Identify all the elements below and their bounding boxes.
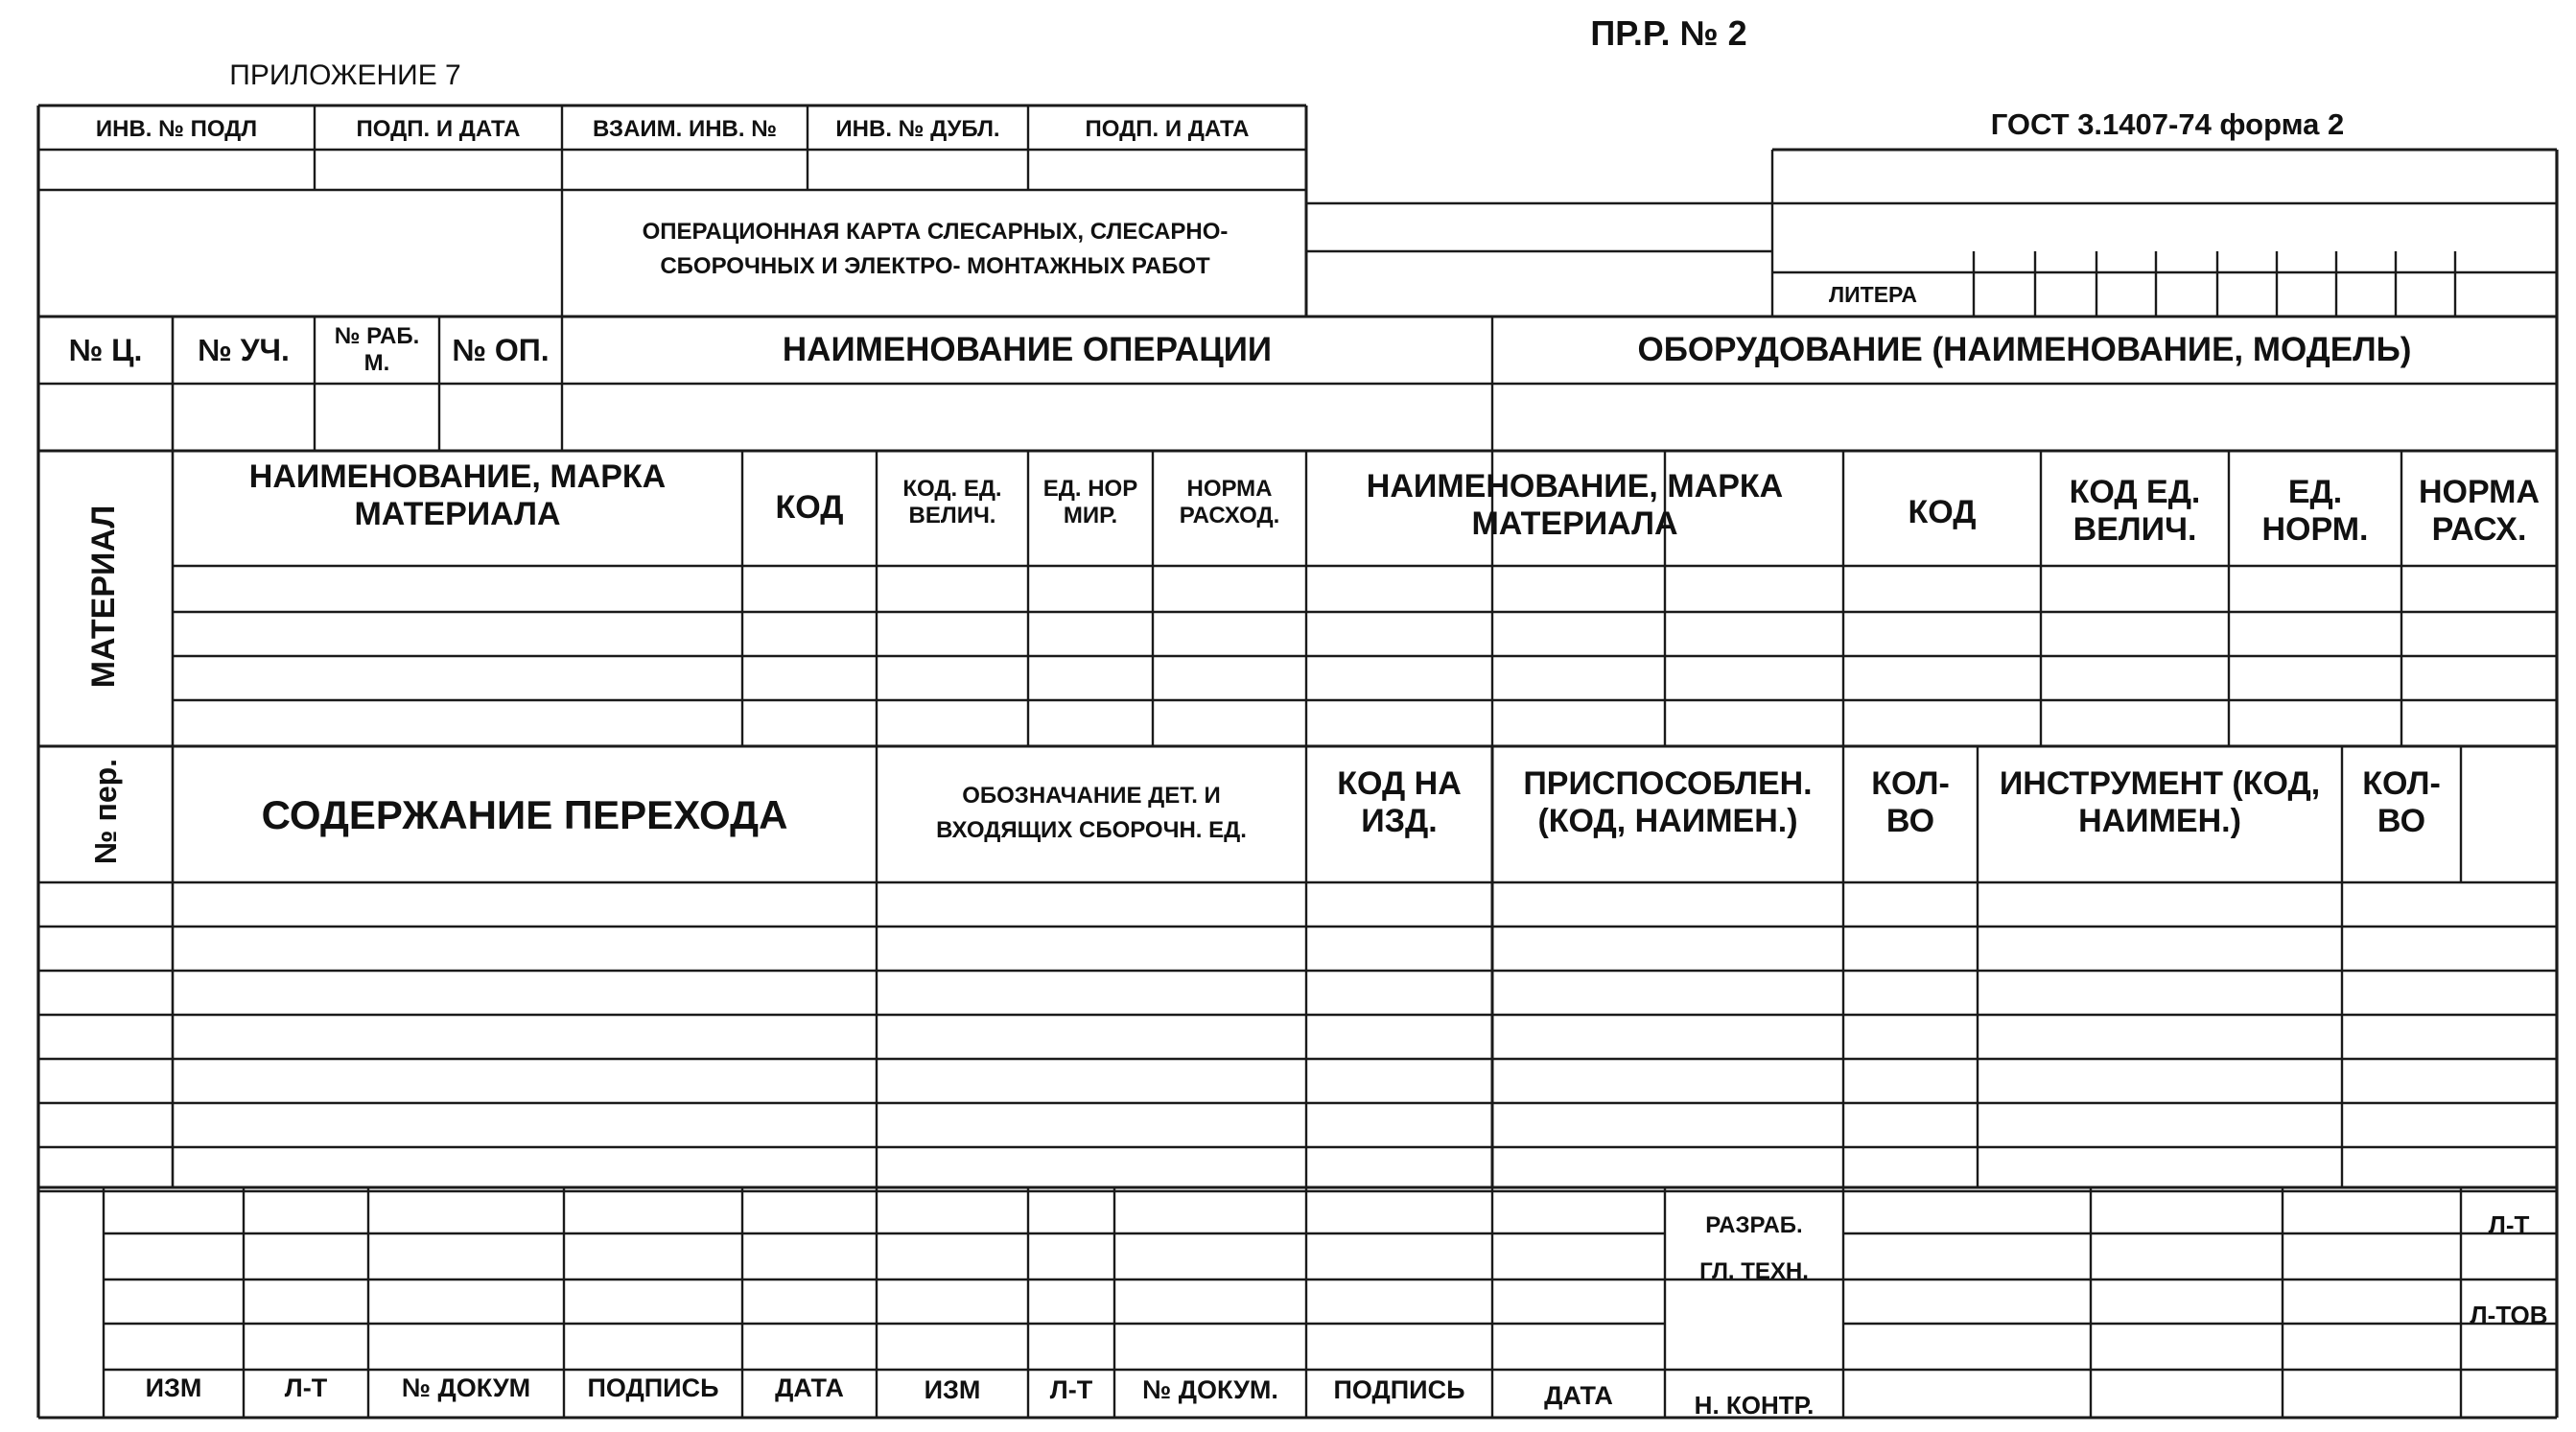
col-podp-data-2: ПОДП. И ДАТА (1085, 116, 1250, 143)
material-right-norm-line2: РАСХ. (2431, 511, 2527, 549)
col-vzaim-inv: ВЗАИМ. ИНВ. № (593, 116, 777, 143)
material-unit-norm-line2: МИР. (1063, 502, 1118, 528)
razrab-label: РАЗРАБ. (1705, 1212, 1803, 1239)
material-right-norm-header (2401, 474, 2557, 549)
fixture-header (1492, 765, 1843, 840)
operation-name-header: НАИМЕНОВАНИЕ ОПЕРАЦИИ (782, 330, 1273, 368)
material-right-norm-line1: НОРМА (2418, 474, 2541, 510)
footer-doc-1: № ДОКУМ (401, 1373, 531, 1403)
code-izd-line2: ИЗД. (1361, 803, 1438, 840)
qty1-line2: ВО (1885, 803, 1935, 840)
num-op: № ОП. (452, 332, 550, 367)
tool-line1: ИНСТРУМЕНТ (КОД, (1999, 765, 2321, 802)
material-right-name-line2: МАТЕРИАЛА (1471, 505, 1678, 543)
material-right-unit-norm-line2: НОРМ. (2261, 511, 2369, 549)
qty1-header (1843, 765, 1978, 840)
doc-title-line1: ОПЕРАЦИОННАЯ КАРТА СЛЕСАРНЫХ, СЛЕСАРНО- (642, 219, 1229, 245)
n-kontr-label: Н. КОНТР. (1694, 1391, 1815, 1420)
num-rab-line2: М. (363, 350, 390, 376)
material-name-line1: НАИМЕНОВАНИЕ, МАРКА (248, 458, 667, 495)
material-code-header: КОД (775, 489, 844, 527)
material-right-unit-code-header (2041, 474, 2229, 549)
material-right-name-header (1306, 468, 1843, 543)
gl-tekhn-label: ГЛ. ТЕХН. (1699, 1258, 1809, 1285)
col-inv-podl: ИНВ. № ПОДЛ (95, 116, 258, 143)
equipment-header: ОБОРУДОВАНИЕ (НАИМЕНОВАНИЕ, МОДЕЛЬ) (1637, 330, 2412, 368)
qty2-line2: ВО (2377, 803, 2426, 840)
footer-lt-2: Л-Т (1049, 1375, 1093, 1405)
appendix-label: ПРИЛОЖЕНИЕ 7 (229, 59, 461, 91)
footer-date-2: ДАТА (1544, 1381, 1613, 1411)
material-unit-norm-header (1028, 476, 1153, 528)
footer-date-1: ДАТА (775, 1373, 844, 1403)
transition-content-header: СОДЕРЖАНИЕ ПЕРЕХОДА (261, 791, 788, 837)
num-uch: № УЧ. (198, 332, 290, 367)
material-side-label: МАТЕРИАЛ (85, 505, 122, 689)
footer-signature-2: ПОДПИСЬ (1333, 1375, 1465, 1405)
tool-header (1978, 765, 2342, 840)
footer-lt-1: Л-Т (284, 1373, 328, 1403)
material-unit-code-header (877, 476, 1028, 528)
qty2-line1: КОЛ- (2362, 765, 2441, 802)
col-inv-dubl: ИНВ. № ДУБЛ. (835, 116, 1000, 143)
transition-side-label: № пер. (88, 758, 123, 865)
material-right-name-line1: НАИМЕНОВАНИЕ, МАРКА (1366, 468, 1784, 505)
pr-number: ПР.Р. № 2 (1590, 13, 1747, 53)
qty1-line1: КОЛ- (1871, 765, 1950, 802)
material-right-code-header: КОД (1908, 494, 1977, 531)
doc-title-line2: СБОРОЧНЫХ И ЭЛЕКТРО- МОНТАЖНЫХ РАБОТ (660, 253, 1210, 279)
material-norm-line1: НОРМА (1186, 476, 1273, 502)
footer-signature-1: ПОДПИСЬ (587, 1373, 719, 1403)
lt-label: Л-Т (2488, 1210, 2530, 1240)
material-right-unit-code-line2: ВЕЛИЧ. (2073, 511, 2197, 549)
code-izd-header (1306, 765, 1492, 840)
fixture-line2: (КОД, НАИМЕН.) (1537, 803, 1798, 840)
fixture-line1: ПРИСПОСОБЛЕН. (1523, 765, 1813, 802)
num-c: № Ц. (68, 332, 143, 367)
designation-line1: ОБОЗНАЧАНИЕ ДЕТ. И (962, 783, 1221, 809)
col-podp-data-1: ПОДП. И ДАТА (356, 116, 521, 143)
num-rab-m (315, 317, 439, 384)
footer-izm-2: ИЗМ (924, 1375, 981, 1405)
material-norm-line2: РАСХОД. (1179, 502, 1280, 528)
ltov-label: Л-ТОВ (2470, 1301, 2548, 1330)
litera-label: ЛИТЕРА (1829, 282, 1917, 307)
num-rab-line1: № РАБ. (334, 323, 420, 350)
footer-izm-1: ИЗМ (145, 1373, 202, 1403)
material-norm-header (1153, 476, 1306, 528)
footer-doc-2: № ДОКУМ. (1142, 1375, 1278, 1405)
designation-header (877, 779, 1306, 848)
code-izd-line1: КОД НА (1337, 765, 1462, 802)
tool-line2: НАИМЕН.) (2078, 803, 2241, 840)
material-unit-code-line2: ВЕЛИЧ. (908, 502, 996, 528)
gost-label: ГОСТ 3.1407-74 форма 2 (1990, 107, 2345, 141)
material-right-unit-norm-header (2229, 474, 2401, 549)
material-unit-code-line1: КОД. ЕД. (902, 476, 1002, 502)
designation-line2: ВХОДЯЩИХ СБОРОЧН. ЕД. (936, 817, 1247, 843)
material-name-header (173, 458, 742, 533)
material-right-unit-norm-line1: ЕД. (2287, 474, 2343, 510)
material-unit-norm-line1: ЕД. НОР (1042, 476, 1138, 502)
qty2-header (2342, 765, 2461, 840)
material-right-unit-code-line1: КОД ЕД. (2069, 474, 2201, 510)
material-name-line2: МАТЕРИАЛА (354, 496, 561, 533)
